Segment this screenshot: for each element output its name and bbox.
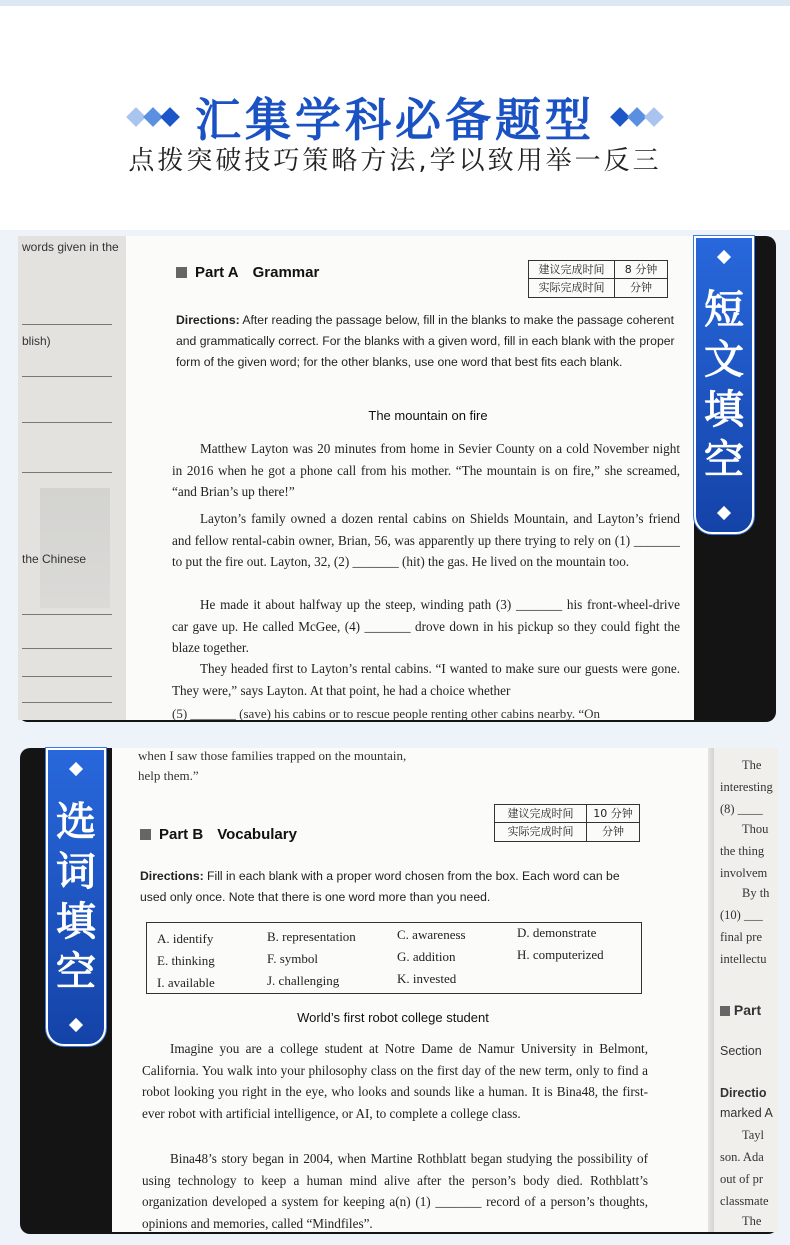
right-fragment: Thou [742,822,769,836]
label-short-passage [694,236,754,534]
left-page [18,236,126,720]
directions [176,310,680,373]
faded-text-area [40,488,110,608]
word-option: D. demonstrate [517,925,597,940]
left-fragment: words given in the [22,240,119,254]
word-option: I. available [157,975,215,990]
actual-time-value: 分钟 [630,281,652,294]
blank-line [22,472,112,473]
square-bullet-icon [720,1006,730,1016]
panel1-book-photo [18,236,694,720]
square-bullet-icon [176,267,187,278]
word-option: C. awareness [397,927,466,942]
right-fragment: out of pr [720,1172,764,1186]
word-option: K. invested [397,971,457,986]
left-fragment: blish) [22,334,51,348]
directions [140,866,646,908]
right-fragment: the thing [720,844,765,858]
right-fragment: final pre [720,930,762,944]
actual-time-label: 实际完成时间 [495,823,587,841]
main-title: 汇集学科必备题型 [195,93,595,147]
paragraph: Layton’s family owned a dozen rental cabins on Shields Mountain, and Layton’s friend and fellow rental-cabin owner, Brian, 56, was apparently up there trying to rely on (1) _______ to put the fire out. Layton, 32, (2) _______ (hit) the gas. He lived on the mountain too. [172,511,680,569]
word-box [146,922,642,994]
right-fragment: Section [720,1044,762,1058]
suggested-time-value: 8 分钟 [624,263,658,276]
passage-title: The mountain on fire [368,408,488,423]
right-fragment: intellectu [720,952,767,966]
paragraph: Matthew Layton was 20 minutes from home in Sevier County on a cold November night in 2016 when he got a phone call from his mother. “The mountain is on fire,” she screamed, “and Brian’s up there!” [172,441,680,499]
diamond-icon [717,250,731,264]
part-title: Part B [159,826,204,843]
diamond-icon [160,107,180,127]
directions-label: Directions: [176,313,240,327]
right-fragment: classmate [720,1194,769,1208]
right-fragment: Directio [720,1086,767,1100]
directions-text: Fill in each blank with a proper word chosen from the box. Each word can be used only once. Note that there is one word more than you need. [140,869,620,904]
part-name: Grammar [252,264,320,281]
passage-title: World’s first robot college student [297,1010,489,1025]
promo-header [0,0,790,230]
right-fragment: (10) ___ [720,908,763,922]
label-text: 短文填空 [704,287,744,483]
diamond-icon [644,107,664,127]
right-diamond-icons [613,110,661,124]
left-fragment: the Chinese [22,552,87,566]
blank-line [22,376,112,377]
paragraph: Bina48’s story began in 2004, when Martine Rothblatt began studying the possibility of using technology to keep a human mind alive after the person’s body died. Rothblatt’s organization developed a system for keeping a(n) (1) _______ record of a person’s thoughts, opinions and memories, called “Mindfiles”. [142,1151,648,1231]
diamond-icon [69,1018,83,1032]
blank-line [22,702,112,703]
paragraph: Imagine you are a college student at Notre Dame de Namur University in Belmont, California. You walk into your philosophy class on the first day of the new term, only to find a robot looking you right in the eye, who looks and sounds like a human. It is Bina48, the first-ever robot with artificial intelligence, or AI, to complete a college class. [142,1041,648,1121]
right-fragment: By th [742,886,770,900]
part-name: Vocabulary [217,826,297,843]
blank-line [22,422,112,423]
word-option: B. representation [267,929,356,944]
right-fragment: The [742,1214,762,1228]
right-fragment: Tayl [742,1128,765,1142]
part-title: Part A [195,264,239,281]
directions-text: After reading the passage below, fill in the blanks to make the passage coherent and grammatically correct. For the blanks with a given word, fill in each blank with the proper form of the given word; for the other blanks, use one word that best fits each blank. [176,313,675,369]
paragraph: He made it about halfway up the steep, winding path (3) _______ his front-wheel-drive car gave up. He called McGee, (4) _______ drove down in his pickup so they could fight the blaze together. [172,597,680,655]
right-fragment: interesting [720,780,773,794]
left-diamond-icons [129,110,177,124]
subtitle: 点拨突破技巧策略方法,学以致用举一反三 [128,146,662,176]
square-bullet-icon [140,829,151,840]
top-line: when I saw those families trapped on the mountain, [138,748,407,763]
right-page [130,236,694,720]
label-word-choice [46,748,106,1046]
cut-line: (5) _______ (save) his cabins or to rescue people renting other cabins nearby. “On [172,706,601,720]
right-fragment: The [742,758,762,772]
time-box [528,260,668,298]
right-fragment: involvem [720,866,768,880]
blank-line [22,676,112,677]
blank-line [22,324,112,325]
diamond-icon [717,506,731,520]
part-heading [176,264,319,281]
top-line: help them.” [138,768,199,783]
right-fragment: Part [720,1002,761,1018]
actual-time-label: 实际完成时间 [529,279,615,297]
blank-line [22,614,112,615]
time-box [494,804,640,842]
right-fragment: marked A [720,1106,773,1120]
word-option: G. addition [397,949,456,964]
word-option: H. computerized [517,947,604,962]
right-fragment: (8) ____ [720,802,763,816]
right-fragment: son. Ada [720,1150,764,1164]
part-heading [140,826,297,843]
blank-line [22,648,112,649]
word-option: A. identify [157,931,214,946]
word-option: J. challenging [267,973,340,988]
diamond-icon [69,762,83,776]
panel2-book-photo [112,748,778,1232]
directions-label: Directions: [140,869,204,883]
paragraph: They headed first to Layton’s rental cabins. “I wanted to make sure our guests were gone. They were,” says Layton. At that point, he had a choice whether [172,661,680,698]
suggested-time-value: 10 分钟 [593,807,633,820]
word-option: E. thinking [157,953,215,968]
actual-time-value: 分钟 [602,825,624,838]
right-page-edge [714,748,778,1232]
suggested-time-label: 建议完成时间 [495,805,587,822]
top-strip [0,0,790,6]
suggested-time-label: 建议完成时间 [529,261,615,278]
word-option: F. symbol [267,951,318,966]
title-row [0,86,790,148]
label-text: 选词填空 [56,799,96,995]
